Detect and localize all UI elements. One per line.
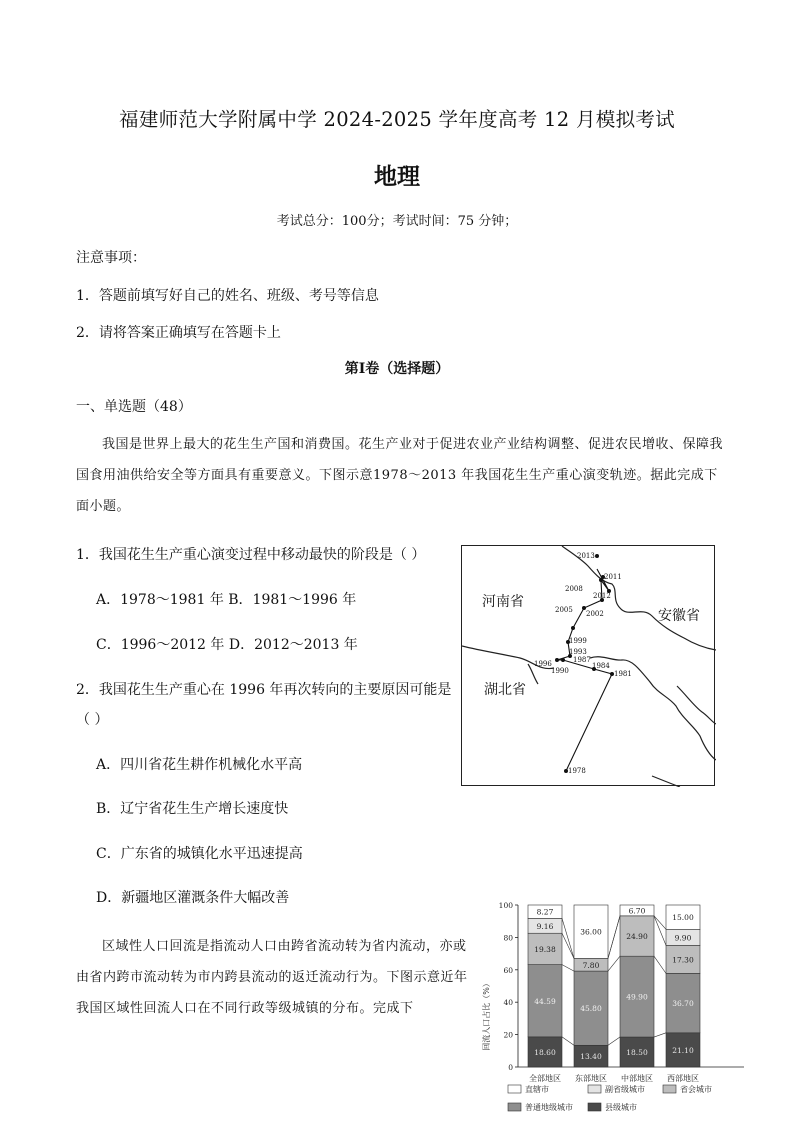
series-connector — [562, 965, 574, 971]
notice-item-2: 2．请将答案正确填写在答题卡上 — [76, 325, 281, 341]
x-tick-label: 西部地区 — [667, 1074, 699, 1083]
q1-options-ab: A．1978～1981 年 B．1981～1996 年 — [96, 592, 357, 608]
y-tick-label: 40 — [503, 998, 513, 1008]
x-axis-labels — [529, 1073, 699, 1083]
border-south — [652, 776, 680, 787]
bar-value-label: 36.00 — [580, 927, 602, 937]
label-henan: 河南省 — [482, 594, 524, 610]
border-east — [677, 686, 716, 724]
chart-ylabel: 回流人口占比（%） — [482, 979, 491, 1051]
legend-label: 县级城市 — [605, 1103, 637, 1112]
q2-option-d: D．新疆地区灌溉条件大幅改善 — [96, 890, 290, 906]
year-2013: 2013 — [577, 552, 595, 560]
y-tick-label: 60 — [503, 965, 513, 975]
series-connector — [608, 1037, 620, 1045]
label-anhui: 安徽省 — [658, 608, 700, 624]
point-1996 — [555, 658, 559, 662]
series-connector — [562, 933, 574, 958]
legend-swatch — [588, 1085, 601, 1093]
series-connector — [562, 918, 574, 958]
passage-1: 我国是世界上最大的花生生产国和消费国。花生产业对于促进农业产业结构调整、促进农民增收、保障我国食用油供给安全等方面具有重要意义。下图示意1978～2013 年我国花生生产重心演变轨迹。据此完成下面小题。 — [76, 437, 724, 514]
year-1990: 1990 — [551, 667, 569, 675]
legend — [508, 1084, 712, 1112]
y-tick-label: 80 — [503, 933, 513, 943]
bar-value-label: 18.50 — [626, 1048, 648, 1058]
year-1999: 1999 — [569, 637, 587, 645]
year-1984: 1984 — [592, 662, 610, 670]
y-tick-label: 100 — [498, 901, 513, 910]
legend-swatch — [508, 1085, 521, 1093]
bar-value-label: 49.90 — [626, 992, 648, 1002]
year-2012: 2012 — [593, 592, 611, 600]
bar-value-label: 8.27 — [536, 907, 554, 917]
q2-option-c: C．广东省的城镇化水平迅速提高 — [96, 846, 303, 862]
year-1981: 1981 — [614, 670, 632, 678]
passage-2: 区域性人口回流是指流动人口由跨省流动转为省内流动，亦或由省内跨市流动转为市内跨县流动的返迁流动行为。下图示意近年我国区域性回流人口在不同行政等级城镇的分布。完成下 — [76, 939, 468, 1016]
series-connector — [654, 956, 666, 973]
q2-stem: 2．我国花生生产重心在 1996 年再次转向的主要原因可能是 — [76, 682, 452, 698]
year-2002: 2002 — [586, 610, 604, 618]
bars — [528, 905, 700, 1067]
year-1987: 1987 — [573, 656, 591, 664]
legend-label: 直辖市 — [525, 1085, 549, 1094]
q2-option-b: B．辽宁省花生生产增长速度快 — [96, 801, 289, 817]
y-tick-label: 0 — [508, 1063, 513, 1072]
year-2005: 2005 — [555, 606, 573, 614]
bar-value-label: 44.59 — [534, 996, 556, 1006]
bar-value-label: 15.00 — [672, 913, 694, 923]
notice-heading: 注意事项： — [76, 250, 146, 266]
legend-swatch — [663, 1085, 676, 1093]
series-connector — [608, 916, 620, 959]
exam-info: 考试总分：100分；考试时间：75 分钟； — [276, 214, 518, 229]
bar-value-label: 45.80 — [580, 1004, 602, 1014]
subject-title: 地理 — [374, 164, 420, 190]
series-connector — [654, 916, 666, 929]
year-2011: 2011 — [604, 573, 622, 581]
year-1996: 1996 — [534, 660, 552, 668]
bar-value-label: 36.70 — [672, 999, 694, 1009]
q1-stem: 1．我国花生生产重心演变过程中移动最快的阶段是（ ） — [76, 547, 426, 563]
bar-value-label: 13.40 — [580, 1052, 602, 1062]
peanut-center-map — [461, 545, 715, 786]
year-1978: 1978 — [568, 767, 586, 775]
part-title: 一、单选题（48） — [76, 399, 192, 415]
legend-label: 副省级城市 — [605, 1085, 645, 1094]
series-connector — [654, 916, 666, 945]
bar-value-label: 17.30 — [672, 955, 694, 965]
x-tick-label: 东部地区 — [575, 1074, 607, 1083]
legend-swatch — [508, 1103, 521, 1111]
point-1990 — [561, 658, 565, 662]
point-1999 — [571, 626, 575, 630]
series-connector — [654, 1033, 666, 1037]
notice-item-1: 1．答题前填写好自己的姓名、班级、考号等信息 — [76, 288, 379, 304]
x-tick-label: 中部地区 — [621, 1074, 653, 1083]
border-henan-anhui — [562, 546, 716, 650]
year-1993: 1993 — [569, 648, 587, 656]
return-population-chart — [478, 895, 748, 1123]
bar-value-label: 7.80 — [582, 960, 600, 970]
series-connector — [608, 956, 620, 971]
legend-label: 普通地级城市 — [525, 1103, 573, 1112]
x-tick-label: 全部地区 — [529, 1074, 561, 1083]
y-tick-label: 20 — [503, 1030, 513, 1040]
label-hubei: 湖北省 — [484, 682, 526, 698]
bar-value-label: 24.90 — [626, 932, 648, 942]
q1-options-cd: C．1996～2012 年 D．2012～2013 年 — [96, 637, 358, 653]
bar-value-label: 6.70 — [628, 906, 646, 916]
bar-value-label: 9.90 — [674, 933, 692, 943]
legend-swatch — [588, 1103, 601, 1111]
bar-value-label: 9.16 — [536, 921, 554, 931]
q2-option-a: A．四川省花生耕作机械化水平高 — [96, 757, 303, 773]
q2-stem-cont: （ ） — [76, 712, 109, 728]
bar-value-label: 21.10 — [672, 1045, 694, 1055]
bar-value-label: 18.60 — [534, 1047, 556, 1057]
bar-value-label: 19.38 — [534, 944, 556, 954]
legend-label: 省会城市 — [680, 1085, 712, 1094]
year-2008: 2008 — [565, 585, 583, 593]
school-title: 福建师范大学附属中学 2024-2025 学年度高考 12 月模拟考试 — [119, 108, 675, 131]
series-connector — [562, 1037, 574, 1045]
section-title: 第Ⅰ卷（选择题） — [344, 361, 450, 377]
point-2013 — [595, 554, 599, 558]
